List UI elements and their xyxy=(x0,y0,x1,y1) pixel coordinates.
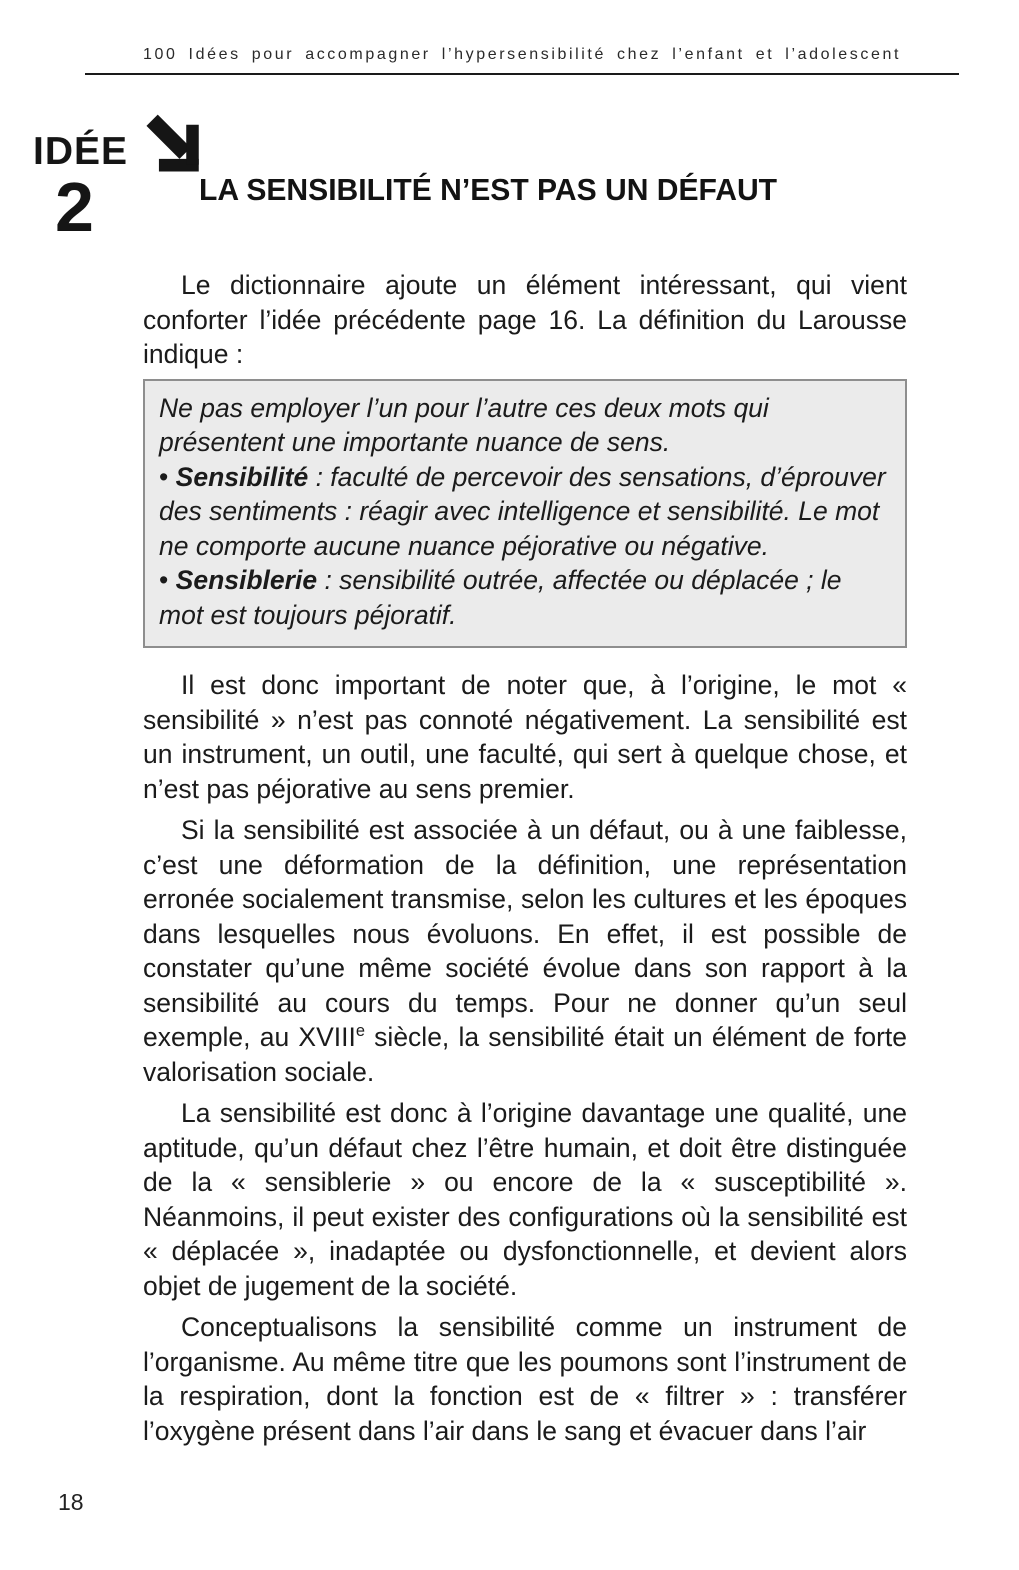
paragraph-quality: La sensibilité est donc à l’origine davantage une qualité, une aptitude, qu’un défaut chez l’être humain, et doit être distinguée de la « sensiblerie » ou encore de la « susceptibilité ». Néanmoins, il peut exister des configurations où la sensibilité est « déplacée », inadaptée ou dysfonctionnelle, et devient alors objet de jugement de la société. xyxy=(143,1098,907,1301)
page-number: 18 xyxy=(58,1489,84,1515)
running-header xyxy=(85,46,959,75)
paragraph-instrument: Conceptualisons la sensibilité comme un instrument de l’organisme. Au même titre que les poumons sont l’instrument de la respiration, dont la fonction est de « filtrer » : transférer l’oxygène présent dans l’air dans le sang et évacuer dans l’air xyxy=(143,1312,907,1446)
page-title: LA SENSIBILITÉ N’EST PAS UN DÉFAUT xyxy=(199,172,778,207)
paragraph-origin: Il est donc important de noter que, à l’origine, le mot « sensibilité » n’est pas connoté négativement. La sensibilité est un instrument, un outil, une faculté, qui sert à quelque chose, et n’est pas péjorative au sens premier. xyxy=(143,670,907,804)
bullet-icon: • xyxy=(159,565,169,595)
bullet-icon: • xyxy=(159,461,169,492)
definition-box-intro: Ne pas employer l’un pour l’autre ces deux mots qui présentent une importante nuance de sens. xyxy=(159,392,769,457)
definition-term: Sensibilité xyxy=(175,461,309,492)
superscript-e: e xyxy=(355,1022,365,1041)
paragraph-social xyxy=(143,813,907,1089)
definition-text: : sensibilité outrée, affectée ou déplacée ; le mot est toujours péjoratif. xyxy=(159,565,842,630)
paragraph-social-text: Si la sensibilité est associée à un défaut, ou à une faiblesse, c’est une déformation de la définition, une représentation erronée socialement transmise, selon les cultures et les époques dans lesquelles nous évoluons. En effet, il est possible de constater qu’une même société évolue dans son rapport à la sensibilité au cours du temps. Pour ne donner qu’un seul exemple, au XVIII xyxy=(143,815,907,1052)
definition-term: Sensiblerie xyxy=(175,565,318,595)
down-right-arrow-icon xyxy=(144,110,208,176)
idea-label: IDÉE xyxy=(33,130,129,173)
paragraph-social-text-end: siècle, la sensibilité était un élément de forte valorisation sociale. xyxy=(143,1022,907,1087)
definition-item-sensibilite xyxy=(159,460,889,564)
idea-number: 2 xyxy=(55,168,94,246)
definition-item-sensiblerie xyxy=(159,563,889,632)
body-text xyxy=(143,268,907,1448)
definition-text: : faculté de percevoir des sensations, d’éprouver des sentiments : réagir avec intelligence et sensibilité. Le mot ne comporte aucune nuance péjorative ou négative. xyxy=(159,461,886,561)
definition-box xyxy=(143,379,907,649)
paragraph-intro: Le dictionnaire ajoute un élément intéressant, qui vient conforter l’idée précédente page 16. La définition du Larousse indique : xyxy=(143,270,907,369)
running-header-text: 100 Idées pour accompagner l’hypersensibilité chez l’enfant et l’adolescent xyxy=(143,46,901,63)
